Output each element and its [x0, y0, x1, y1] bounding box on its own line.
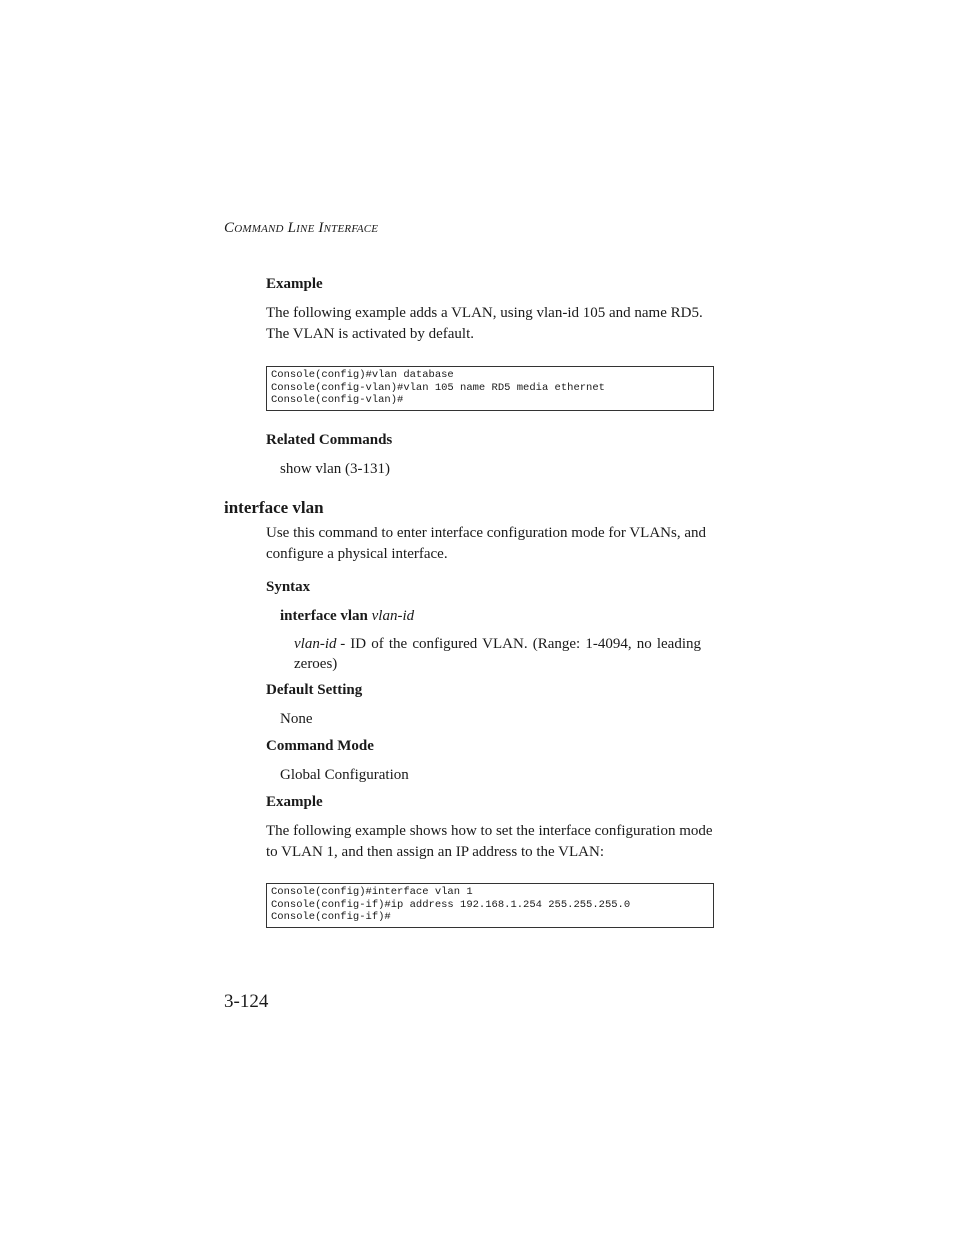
syntax-command: interface vlan [280, 608, 368, 624]
example-description-line: The VLAN is activated by default. [266, 326, 474, 342]
default-setting-value: None [280, 711, 313, 727]
parameter-lead [294, 634, 345, 654]
section-description-line: Use this command to enter interface configuration mode for VLANs, and [266, 525, 707, 541]
syntax-heading: Syntax [266, 579, 311, 595]
parameter-line [294, 634, 701, 654]
code-line: Console(config-vlan)#vlan 105 name RD5 media ethernet [271, 381, 605, 394]
example-heading: Example [266, 276, 323, 292]
section-description-line: configure a physical interface. [266, 546, 448, 562]
example-description-line: The following example shows how to set the interface configuration mode [266, 823, 713, 839]
code-line: Console(config)#interface vlan 1 [271, 886, 473, 898]
default-setting-heading: Default Setting [266, 682, 363, 698]
example-description-line: to VLAN 1, and then assign an IP address to the VLAN: [266, 844, 605, 860]
example-heading: Example [266, 794, 323, 810]
code-block [266, 366, 714, 411]
parameter-text: ID of the configured VLAN. (Range: 1-4094, no leading [350, 636, 701, 652]
section-title: interface vlan [224, 498, 324, 517]
command-mode-value: Global Configuration [280, 767, 409, 783]
related-command-item: show vlan (3-131) [280, 461, 390, 477]
parameter-text: zeroes) [294, 656, 338, 672]
parameter-separator: - [336, 636, 346, 652]
section-description [266, 523, 706, 565]
code-line: Console(config)#vlan database [271, 369, 454, 381]
example-description [266, 303, 703, 345]
example-description-line: The following example adds a VLAN, using vlan-id 105 and name RD5. [266, 305, 703, 321]
command-mode-heading: Command Mode [266, 738, 374, 754]
code-line: Console(config-vlan)# [271, 394, 404, 407]
parameter-name: vlan-id [294, 636, 337, 652]
related-commands-heading: Related Commands [266, 432, 393, 448]
code-line: Console(config-if)#ip address 192.168.1.254 255.255.255.0 [271, 898, 631, 911]
running-header: Command Line Interface [224, 220, 379, 236]
parameter-description [294, 634, 701, 674]
page-number: 3-124 [224, 991, 269, 1012]
example-description [266, 821, 713, 863]
syntax-argument: vlan-id [371, 608, 415, 624]
code-block [266, 883, 714, 928]
code-line: Console(config-if)# [271, 911, 391, 924]
syntax-line [280, 606, 414, 627]
